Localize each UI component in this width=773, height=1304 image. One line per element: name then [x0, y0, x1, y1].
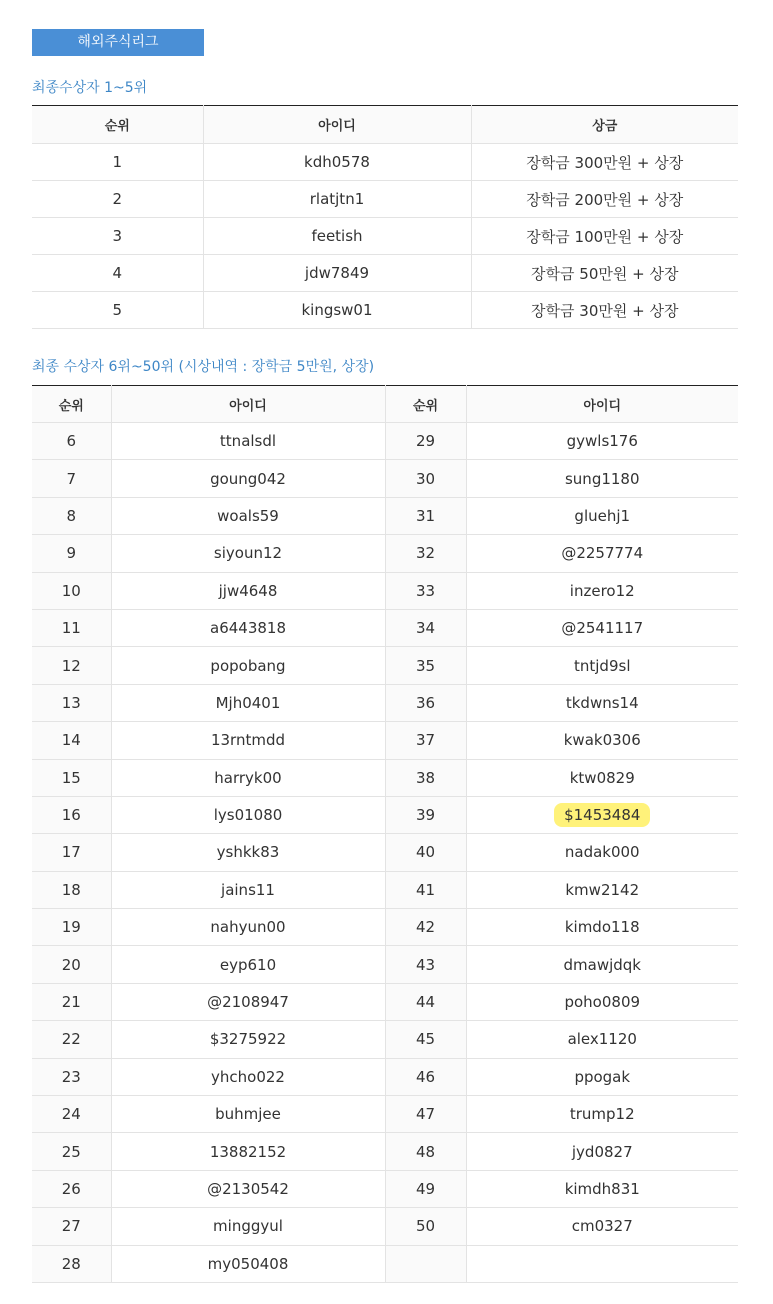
table-row [32, 292, 738, 329]
table-row [32, 1058, 738, 1095]
id-cell-left: my050408 [111, 1245, 385, 1282]
table-row [32, 535, 738, 572]
id-cell-right [466, 1245, 738, 1282]
table-row [32, 1133, 738, 1170]
id-cell-right: kimdo118 [466, 909, 738, 946]
id-cell-right: poho0809 [466, 983, 738, 1020]
table-row [32, 1096, 738, 1133]
rank-cell: 2 [32, 181, 203, 218]
table-row [32, 1170, 738, 1207]
rank-cell: 1 [32, 144, 203, 181]
id-cell-right: trump12 [466, 1096, 738, 1133]
id-cell-right: @2257774 [466, 535, 738, 572]
id-cell-right: tkdwns14 [466, 684, 738, 721]
id-cell-left: nahyun00 [111, 909, 385, 946]
rank-cell-right: 40 [385, 834, 466, 871]
id-cell-left: 13rntmdd [111, 722, 385, 759]
table-row [32, 647, 738, 684]
table-row [32, 946, 738, 983]
rank-cell-left: 17 [32, 834, 111, 871]
id-cell-right: kwak0306 [466, 722, 738, 759]
id-cell-left: yshkk83 [111, 834, 385, 871]
rank-cell-right: 36 [385, 684, 466, 721]
table-row [32, 983, 738, 1020]
top-winners-title: 최종수상자 1~5위 [32, 80, 148, 96]
id-cell-right: nadak000 [466, 834, 738, 871]
id-cell: jdw7849 [203, 255, 471, 292]
rank-cell-right: 41 [385, 871, 466, 908]
rank-cell-right: 50 [385, 1208, 466, 1245]
id-cell-left: @2108947 [111, 983, 385, 1020]
table-row [32, 181, 738, 218]
id-cell-right: tntjd9sl [466, 647, 738, 684]
id-cell-right: jyd0827 [466, 1133, 738, 1170]
prize-cell: 장학금 200만원 + 상장 [471, 181, 738, 218]
id-cell-right: gluehj1 [466, 497, 738, 534]
rank-cell-left: 28 [32, 1245, 111, 1282]
table-row [32, 460, 738, 497]
prize-cell: 장학금 100만원 + 상장 [471, 218, 738, 255]
table-header-row [32, 386, 738, 423]
id-cell-left: yhcho022 [111, 1058, 385, 1095]
top-winners-table [32, 105, 738, 329]
id-cell-right: sung1180 [466, 460, 738, 497]
id-cell-left: a6443818 [111, 609, 385, 646]
rank-cell-left: 22 [32, 1021, 111, 1058]
table-row [32, 609, 738, 646]
id-cell-right: cm0327 [466, 1208, 738, 1245]
id-cell-right: alex1120 [466, 1021, 738, 1058]
rank-cell-right: 42 [385, 909, 466, 946]
id-cell-left: eyp610 [111, 946, 385, 983]
rank-cell-left: 10 [32, 572, 111, 609]
id-cell-left: Mjh0401 [111, 684, 385, 721]
rank-cell-right: 29 [385, 423, 466, 460]
rank-cell-right: 49 [385, 1170, 466, 1207]
rank-cell-right: 37 [385, 722, 466, 759]
table-row [32, 1021, 738, 1058]
id-cell-right: @2541117 [466, 609, 738, 646]
rank-cell-left: 25 [32, 1133, 111, 1170]
header-id-right: 아이디 [466, 386, 738, 423]
table-row [32, 218, 738, 255]
rank-cell-right: 43 [385, 946, 466, 983]
table-row [32, 834, 738, 871]
rank-cell-left: 19 [32, 909, 111, 946]
rank-cell-left: 14 [32, 722, 111, 759]
table-row [32, 796, 738, 833]
id-cell-left: harryk00 [111, 759, 385, 796]
rank-cell-left: 8 [32, 497, 111, 534]
rank-cell-left: 12 [32, 647, 111, 684]
table-row [32, 572, 738, 609]
id-cell: kingsw01 [203, 292, 471, 329]
rank-cell-right: 32 [385, 535, 466, 572]
top-winners-body [32, 144, 738, 329]
id-cell-left: buhmjee [111, 1096, 385, 1133]
rank-cell-right: 34 [385, 609, 466, 646]
table-row [32, 871, 738, 908]
table-row [32, 144, 738, 181]
rank-cell-right: 45 [385, 1021, 466, 1058]
id-cell-right: ktw0829 [466, 759, 738, 796]
id-cell: kdh0578 [203, 144, 471, 181]
prize-cell: 장학금 300만원 + 상장 [471, 144, 738, 181]
other-winners-title: 최종 수상자 6위~50위 (시상내역 : 장학금 5만원, 상장) [32, 359, 375, 375]
table-row [32, 255, 738, 292]
rank-cell: 3 [32, 218, 203, 255]
rank-cell-left: 18 [32, 871, 111, 908]
rank-cell-left: 7 [32, 460, 111, 497]
rank-cell-left: 11 [32, 609, 111, 646]
rank-cell-right: 39 [385, 796, 466, 833]
id-cell-right: inzero12 [466, 572, 738, 609]
id-cell-left: 13882152 [111, 1133, 385, 1170]
id-cell-left: jains11 [111, 871, 385, 908]
id-cell-left: minggyul [111, 1208, 385, 1245]
rank-cell-left: 27 [32, 1208, 111, 1245]
rank-cell-left: 23 [32, 1058, 111, 1095]
rank-cell-right: 33 [385, 572, 466, 609]
rank-cell-right: 44 [385, 983, 466, 1020]
id-cell-right: kimdh831 [466, 1170, 738, 1207]
id-cell-left: ttnalsdl [111, 423, 385, 460]
rank-cell-right: 48 [385, 1133, 466, 1170]
rank-cell-right [385, 1245, 466, 1282]
rank-cell-right: 47 [385, 1096, 466, 1133]
id-cell-right: gywls176 [466, 423, 738, 460]
rank-cell-left: 21 [32, 983, 111, 1020]
rank-cell-left: 9 [32, 535, 111, 572]
other-winners-table [32, 385, 738, 1283]
table-row [32, 1208, 738, 1245]
id-cell-left: siyoun12 [111, 535, 385, 572]
table-row [32, 1245, 738, 1282]
other-winners-body [32, 423, 738, 1283]
table-row [32, 909, 738, 946]
rank-cell-left: 24 [32, 1096, 111, 1133]
rank-cell-right: 31 [385, 497, 466, 534]
header-rank-right: 순위 [385, 386, 466, 423]
rank-cell-left: 15 [32, 759, 111, 796]
id-cell-left: lys01080 [111, 796, 385, 833]
id-cell-left: woals59 [111, 497, 385, 534]
id-cell-left: popobang [111, 647, 385, 684]
rank-cell-right: 38 [385, 759, 466, 796]
id-cell: rlatjtn1 [203, 181, 471, 218]
table-row [32, 722, 738, 759]
id-cell-right: ppogak [466, 1058, 738, 1095]
header-rank: 순위 [32, 106, 203, 144]
rank-cell-left: 16 [32, 796, 111, 833]
highlighted-id: $1453484 [554, 803, 650, 827]
header-rank-left: 순위 [32, 386, 111, 423]
rank-cell-left: 26 [32, 1170, 111, 1207]
id-cell-right: dmawjdqk [466, 946, 738, 983]
rank-cell-right: 46 [385, 1058, 466, 1095]
rank-cell: 5 [32, 292, 203, 329]
rank-cell: 4 [32, 255, 203, 292]
rank-cell-left: 20 [32, 946, 111, 983]
id-cell-right: kmw2142 [466, 871, 738, 908]
prize-cell: 장학금 50만원 + 상장 [471, 255, 738, 292]
id-cell-left: $3275922 [111, 1021, 385, 1058]
header-id: 아이디 [203, 106, 471, 144]
rank-cell-right: 30 [385, 460, 466, 497]
rank-cell-right: 35 [385, 647, 466, 684]
header-prize: 상금 [471, 106, 738, 144]
id-cell-left: @2130542 [111, 1170, 385, 1207]
league-tab-badge[interactable]: 해외주식리그 [32, 29, 204, 56]
id-cell-right [466, 796, 738, 833]
table-row [32, 684, 738, 721]
rank-cell-left: 6 [32, 423, 111, 460]
rank-cell-left: 13 [32, 684, 111, 721]
prize-cell: 장학금 30만원 + 상장 [471, 292, 738, 329]
table-row [32, 423, 738, 460]
id-cell-left: goung042 [111, 460, 385, 497]
id-cell: feetish [203, 218, 471, 255]
table-row [32, 497, 738, 534]
table-header-row [32, 106, 738, 144]
table-row [32, 759, 738, 796]
header-id-left: 아이디 [111, 386, 385, 423]
id-cell-left: jjw4648 [111, 572, 385, 609]
